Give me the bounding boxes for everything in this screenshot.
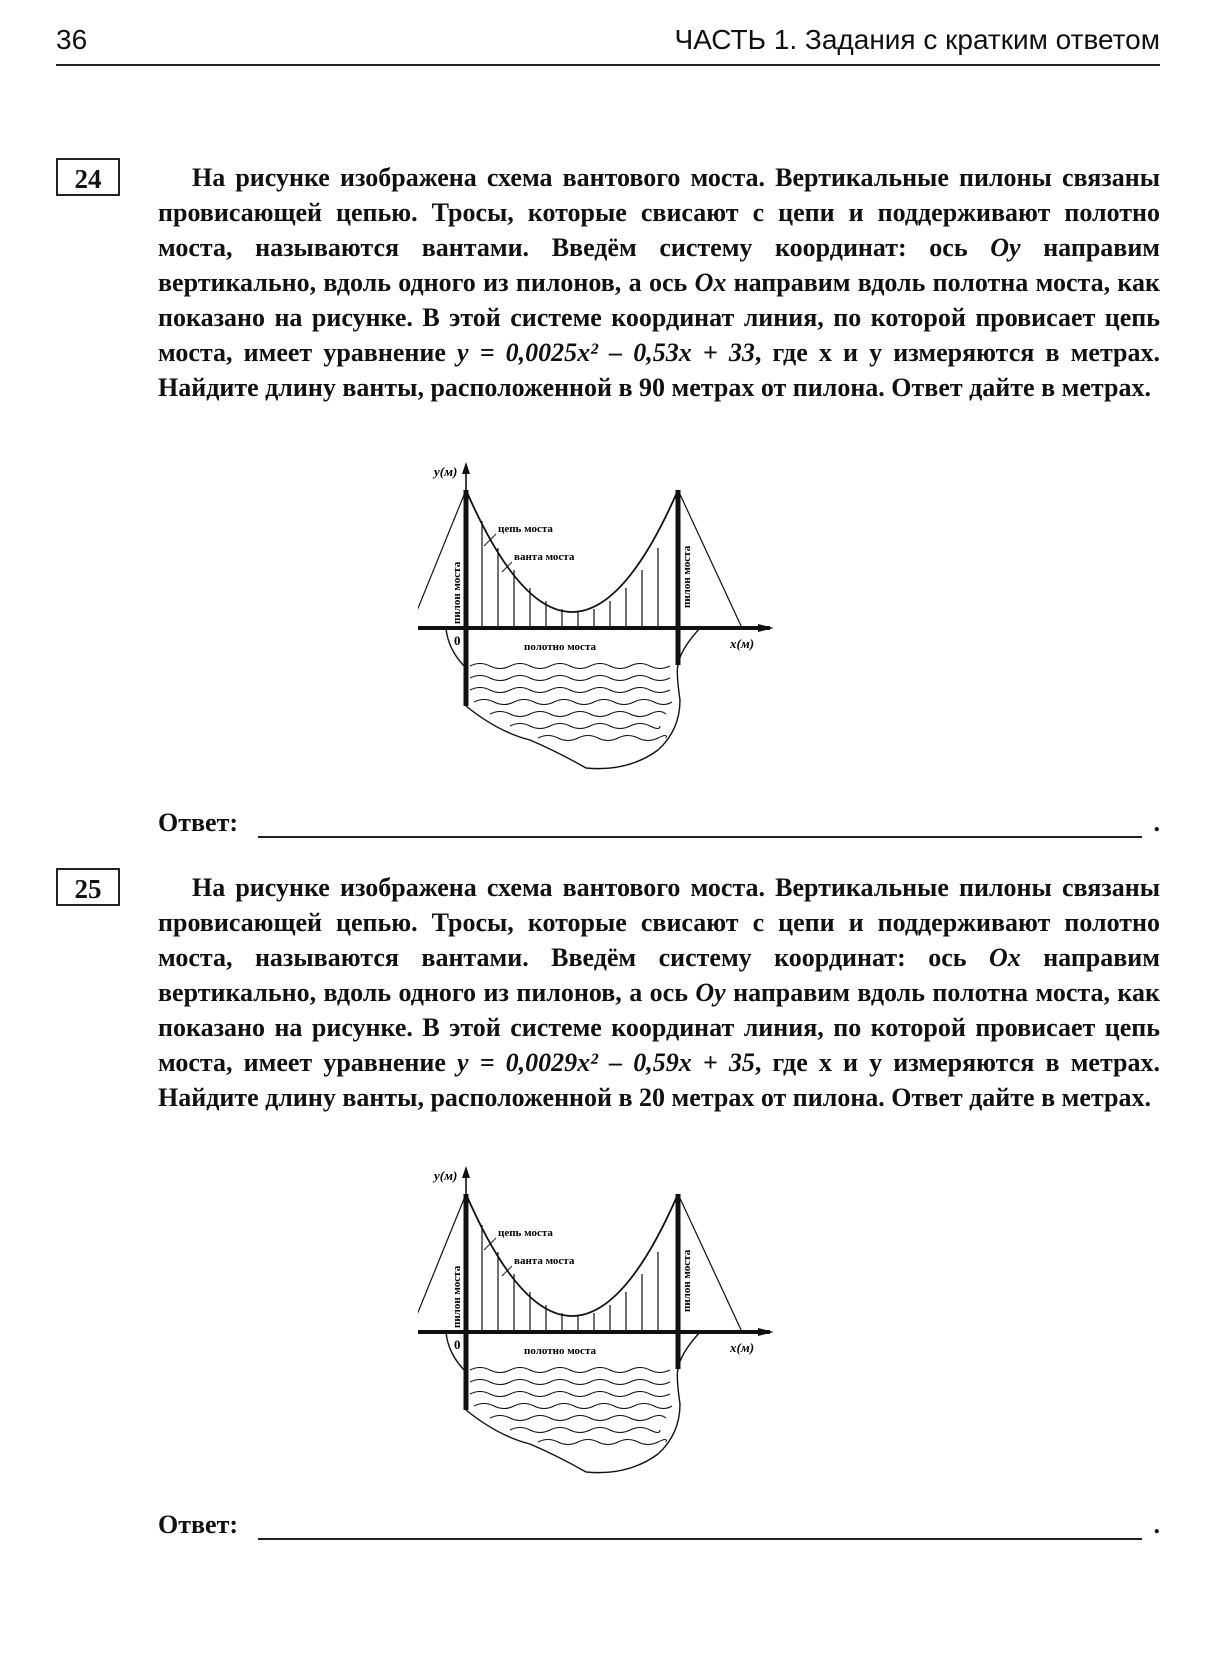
- answer-label: Ответ:: [158, 1510, 239, 1539]
- equation: y = 0,0029x² – 0,59x + 35: [457, 1048, 755, 1077]
- cable-label: ванта моста: [514, 551, 575, 563]
- chain-label: цепь моста: [498, 523, 553, 535]
- answer-label: Ответ:: [158, 808, 239, 837]
- answer-line[interactable]: [258, 1538, 1142, 1540]
- y-axis-label: y(м): [434, 464, 458, 479]
- answer-field[interactable]: [158, 808, 1160, 842]
- bridge-diagram: [418, 1164, 808, 1496]
- task-statement: На рисунке изображена схема вантового моста. Вертикальные пилоны связаны провисающей цепью. Тросы, которые свисают с цепи и поддерживают полотно моста, называются вантами. Введём систему координат: ось Ox направим вертикально, вдоль одного из пилонов, а ось Oy направим вдоль полотна моста, как показано на рисунке. В этой системе координат линия, по которой провисает цепь моста, имеет уравнение y = 0,0029x² – 0,59x + 35, где x и y измеряются в метрах. Найдите длину ванты, расположенной в 20 метрах от пилона. Ответ дайте в метрах.: [158, 873, 1160, 1112]
- deck-label: полотно моста: [524, 641, 596, 653]
- answer-line[interactable]: [258, 836, 1142, 838]
- section-title: ЧАСТЬ 1. Задания с кратким ответом: [674, 24, 1160, 55]
- cable-label: ванта моста: [514, 1255, 575, 1267]
- right-pylon-label: пилон моста: [681, 1249, 693, 1312]
- deck-label: полотно моста: [524, 1345, 596, 1357]
- task-statement: На рисунке изображена схема вантового моста. Вертикальные пилоны связаны провисающей цепью. Тросы, которые свисают с цепи и поддерживают полотно моста, называются вантами. Введём систему координат: ось Oy направим вертикально, вдоль одного из пилонов, а ось Ox направим вдоль полотна моста, как показано на рисунке. В этой системе координат линия, по которой провисает цепь моста, имеет уравнение y = 0,0025x² – 0,53x + 33, где x и y измеряются в метрах. Найдите длину ванты, расположенной в 90 метрах от пилона. Ответ дайте в метрах.: [158, 163, 1161, 402]
- answer-period: .: [1153, 1510, 1160, 1539]
- y-axis-arrow-icon: [462, 1166, 470, 1178]
- page-header: [56, 20, 1160, 66]
- answer-period: .: [1153, 808, 1160, 837]
- origin-label: 0: [454, 1337, 461, 1352]
- left-pylon-label: пилон моста: [451, 1265, 463, 1328]
- left-pylon-label: пилон моста: [451, 561, 463, 624]
- origin-label: 0: [454, 633, 461, 648]
- equation: y = 0,0025x² – 0,53x + 33: [457, 338, 755, 367]
- bridge-diagram: [418, 460, 808, 792]
- task-number: 24: [56, 158, 120, 196]
- task-number: 25: [56, 868, 120, 906]
- x-axis-label: x(м): [730, 1340, 755, 1355]
- right-pylon-label: пилон моста: [681, 545, 693, 608]
- page-number: 36: [56, 24, 88, 55]
- chain-label: цепь моста: [498, 1227, 553, 1239]
- answer-field[interactable]: [158, 1510, 1160, 1544]
- x-axis-arrow-icon: [758, 1328, 774, 1336]
- x-axis-label: x(м): [730, 636, 755, 651]
- y-axis-label: y(м): [434, 1168, 458, 1183]
- x-axis-arrow-icon: [758, 624, 774, 632]
- y-axis-arrow-icon: [462, 462, 470, 474]
